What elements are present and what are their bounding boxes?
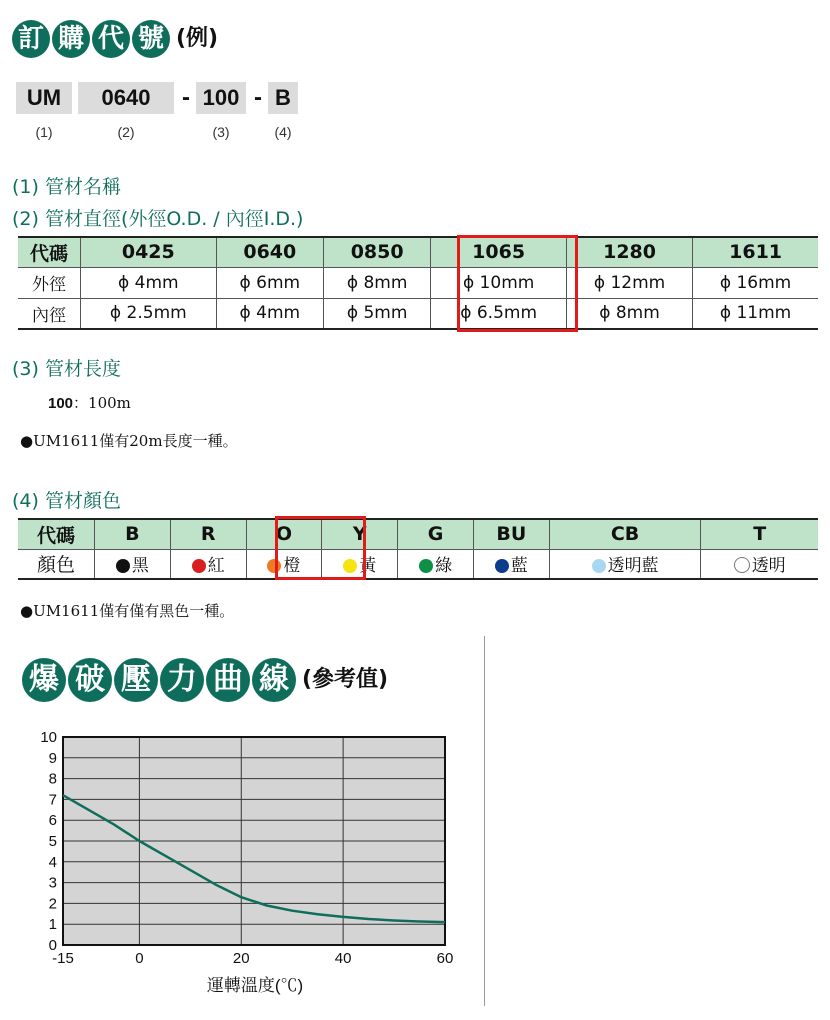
table-cell: CB	[549, 519, 701, 549]
heading-char-circle: 代	[92, 20, 130, 58]
table-cell: ϕ 16mm	[693, 267, 818, 298]
section-tube-color: (4) 管材顏色	[12, 490, 121, 512]
y-tick-label: 6	[48, 812, 57, 830]
divider-line	[484, 636, 485, 1006]
code-part-length: 100	[196, 82, 246, 114]
section-tube-length: (3) 管材長度	[12, 358, 121, 380]
length-code: 100	[48, 395, 74, 412]
color-swatch-icon	[419, 559, 433, 573]
code-index: (1)	[35, 124, 53, 140]
color-name: 藍	[510, 556, 528, 577]
pressure-heading	[22, 658, 388, 702]
heading-char-circle: 曲	[206, 658, 250, 702]
table-cell: 內徑	[18, 298, 81, 329]
table-cell: ϕ 10mm	[431, 267, 567, 298]
color-note	[20, 600, 234, 621]
order-heading-suffix: (例)	[176, 26, 219, 51]
code-index: (2)	[117, 124, 135, 140]
color-swatch-icon	[592, 559, 606, 573]
x-tick-label: 20	[232, 950, 250, 967]
y-tick-label: 7	[48, 791, 57, 809]
color-note-text: UM1611僅有僅有黑色一種。	[33, 602, 235, 620]
y-tick-label: 8	[48, 770, 57, 788]
y-tick-label: 5	[48, 833, 57, 850]
color-swatch-icon	[192, 559, 206, 573]
color-swatch-icon	[734, 557, 750, 573]
table-cell: ϕ 6mm	[216, 267, 323, 298]
table-cell: 1065	[431, 237, 567, 267]
length-note	[20, 430, 238, 451]
y-tick-label: 9	[48, 749, 57, 767]
color-name: 黑	[131, 556, 149, 577]
table-cell: 外徑	[18, 267, 81, 298]
table-cell: G	[398, 519, 474, 549]
table-cell	[473, 549, 549, 579]
heading-char-circle: 爆	[22, 658, 66, 702]
heading-char-circle: 訂	[12, 20, 50, 58]
color-name: 透明	[751, 556, 786, 577]
table-cell: T	[701, 519, 818, 549]
color-name: 紅	[207, 556, 225, 577]
table-cell: ϕ 4mm	[81, 267, 217, 298]
code-part-diameter: 0640	[78, 82, 174, 114]
table-cell: ϕ 5mm	[323, 298, 430, 329]
code-part-color: B	[268, 82, 298, 114]
y-tick-label: 4	[48, 853, 57, 871]
heading-char-circle: 力	[160, 658, 204, 702]
table-cell: O	[246, 519, 322, 549]
table-cell: 1280	[566, 237, 692, 267]
x-axis-label: 運轉溫度(℃)	[206, 976, 304, 995]
order-heading-title	[12, 20, 170, 58]
color-name: 橙	[283, 556, 301, 577]
section-tube-name: (1) 管材名稱	[12, 176, 121, 198]
table-cell: R	[170, 519, 246, 549]
pressure-heading-suffix: (參考值)	[302, 667, 389, 692]
table-cell	[398, 549, 474, 579]
length-value: 100m	[88, 394, 131, 412]
section-tube-diameter: (2) 管材直徑(外徑O.D. / 內徑I.D.)	[12, 208, 304, 230]
table-cell: 代碼	[18, 237, 81, 267]
color-swatch-icon	[267, 559, 281, 573]
table-cell	[701, 549, 818, 579]
y-tick-label: 2	[48, 895, 57, 913]
heading-char-circle: 壓	[114, 658, 158, 702]
table-cell: ϕ 2.5mm	[81, 298, 217, 329]
table-cell: BU	[473, 519, 549, 549]
code-index: (4)	[274, 124, 292, 140]
bullet-icon: ●	[20, 432, 34, 450]
color-swatch-icon	[495, 559, 509, 573]
code-index: (3)	[212, 124, 230, 140]
table-cell: ϕ 8mm	[323, 267, 430, 298]
y-tick-label: 0	[48, 937, 57, 954]
color-name: 黃	[359, 556, 377, 577]
table-cell: 0425	[81, 237, 217, 267]
code-part-name: UM	[16, 82, 72, 114]
table-cell: 顏色	[18, 549, 95, 579]
y-tick-label: 10	[40, 729, 57, 746]
table-cell: ϕ 4mm	[216, 298, 323, 329]
table-row	[18, 267, 818, 298]
table-cell	[322, 549, 398, 579]
color-table-header	[18, 519, 818, 549]
table-row	[18, 298, 818, 329]
x-tick-label: -15	[52, 950, 74, 967]
table-cell: 1611	[693, 237, 818, 267]
x-tick-label: 60	[436, 950, 454, 967]
table-cell	[246, 549, 322, 579]
y-tick-label: 3	[48, 874, 57, 892]
diameter-table-header	[18, 237, 818, 267]
code-dash: -	[182, 84, 190, 111]
table-row	[18, 549, 818, 579]
length-line	[48, 392, 131, 413]
order-heading	[12, 20, 218, 58]
heading-char-circle: 購	[52, 20, 90, 58]
table-cell: ϕ 6.5mm	[431, 298, 567, 329]
color-table	[18, 518, 818, 580]
table-cell: ϕ 12mm	[566, 267, 692, 298]
table-cell: 代碼	[18, 519, 95, 549]
heading-char-circle: 號	[132, 20, 170, 58]
bullet-icon: ●	[20, 602, 34, 620]
color-swatch-icon	[343, 559, 357, 573]
color-name: 透明藍	[607, 556, 659, 577]
color-name: 綠	[435, 556, 453, 577]
diameter-table	[18, 236, 818, 330]
table-cell: ϕ 8mm	[566, 298, 692, 329]
table-cell	[170, 549, 246, 579]
code-dash: -	[254, 84, 262, 111]
table-cell: Y	[322, 519, 398, 549]
heading-char-circle: 線	[252, 658, 296, 702]
y-tick-label: 1	[48, 916, 57, 934]
x-tick-label: 0	[135, 950, 144, 967]
table-cell: ϕ 11mm	[693, 298, 818, 329]
color-swatch-icon	[116, 559, 130, 573]
x-tick-label: 40	[334, 950, 352, 967]
heading-char-circle: 破	[68, 658, 112, 702]
table-cell: B	[95, 519, 171, 549]
length-sep: ：	[73, 394, 89, 412]
table-cell	[95, 549, 171, 579]
length-note-text: UM1611僅有20m長度一種。	[33, 432, 238, 450]
table-cell: 0850	[323, 237, 430, 267]
burst-pressure-chart	[0, 720, 480, 1010]
table-cell	[549, 549, 701, 579]
pressure-heading-title	[22, 658, 296, 702]
table-cell: 0640	[216, 237, 323, 267]
